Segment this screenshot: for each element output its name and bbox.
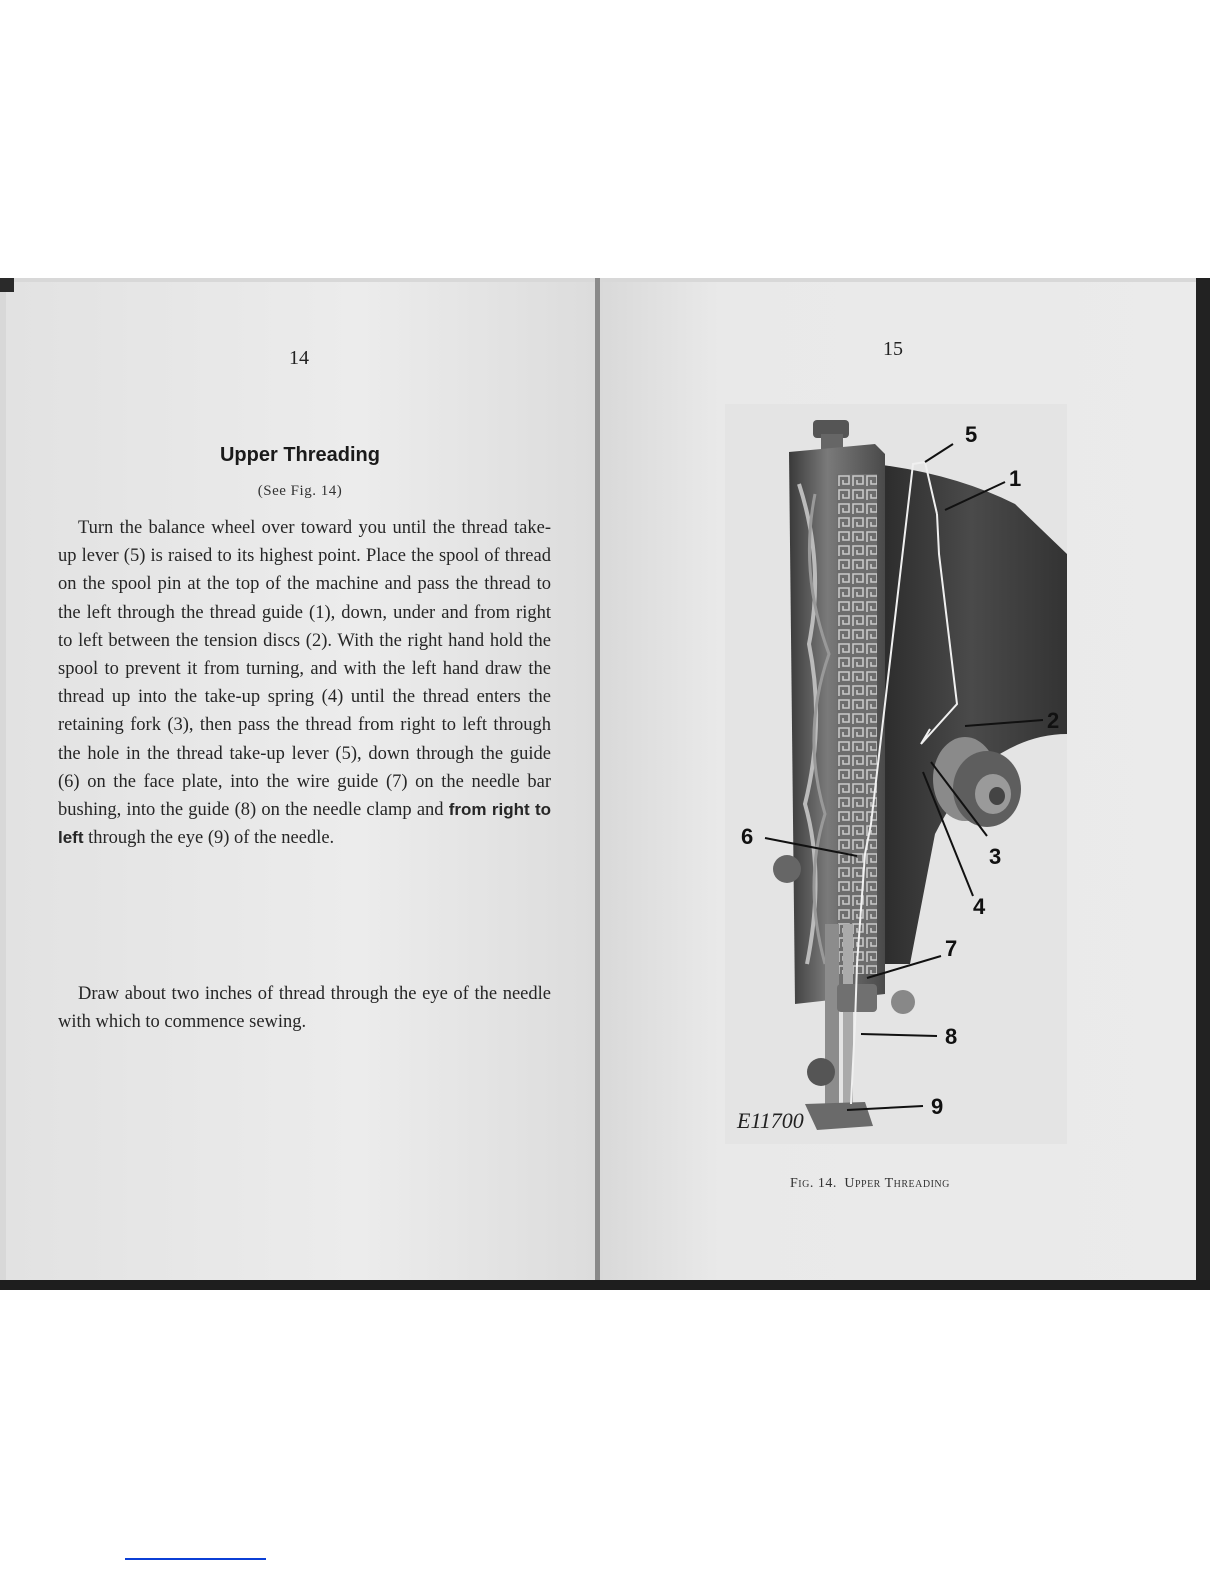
callout-1: 1 <box>1009 466 1022 491</box>
callout-3: 3 <box>989 844 1002 869</box>
closing-paragraph: Draw about two inches of thread through the eye of the needle with which to commence sewing. <box>58 984 551 1033</box>
sewing-machine-illustration <box>725 404 1067 1144</box>
presser-screw <box>807 1058 835 1086</box>
threading-figure <box>725 404 1067 1144</box>
callout-2: 2 <box>1047 708 1060 733</box>
section-heading: Upper Threading <box>219 444 380 466</box>
paragraph-text-end: through the eye (9) of the needle. <box>83 828 335 849</box>
presser-foot <box>805 1102 873 1130</box>
page-number-right: 15 <box>883 338 903 360</box>
thumb-screw <box>891 990 915 1014</box>
caption-prefix: Fig. 14. <box>790 1176 837 1191</box>
pointer-5 <box>925 444 953 462</box>
link-underline[interactable] <box>125 1558 266 1560</box>
page-edge <box>1196 278 1210 1286</box>
callout-9: 9 <box>931 1094 944 1119</box>
emphasis-text: from right to left <box>58 800 551 848</box>
instruction-paragraph <box>58 514 551 852</box>
callout-4: 4 <box>973 894 986 919</box>
face-plate-pattern <box>837 474 877 974</box>
caption-title: Upper Threading <box>844 1176 950 1191</box>
page-corner <box>0 278 14 292</box>
side-screw <box>773 855 801 883</box>
paragraph-text: Turn the balance wheel over toward you until the thread take-up lever (5) is raised to its highest point. Place the spool of thread on the spool pin at the top of the machine and pass the thread to the left through the thread guide (1), down, under and from right to left between the tension discs (2). With the right hand hold the spool to prevent it from turning, and with the left hand draw the thread up into the take-up spring (4) until the thread enters the retaining fork (3), then pass the thread from right to left through the hole in the thread take-up lever (5), down through the guide (6) on the face plate, into the wire guide (7) on the needle bar bushing, into the guide (8) on the needle clamp and <box>58 518 551 821</box>
pointer-8 <box>861 1034 937 1036</box>
callout-5: 5 <box>965 422 978 447</box>
presser-bar <box>825 924 839 1114</box>
section-subheading: (See Fig. 14) <box>257 483 343 499</box>
callout-6: 6 <box>741 824 754 849</box>
figure-code: E11700 <box>737 1108 804 1133</box>
callout-8: 8 <box>945 1024 958 1049</box>
callout-7: 7 <box>945 936 958 961</box>
page-bottom-edge <box>0 1280 1210 1290</box>
page-number-left: 14 <box>289 347 309 369</box>
figure-caption <box>790 1175 950 1192</box>
book-spine <box>595 278 600 1286</box>
